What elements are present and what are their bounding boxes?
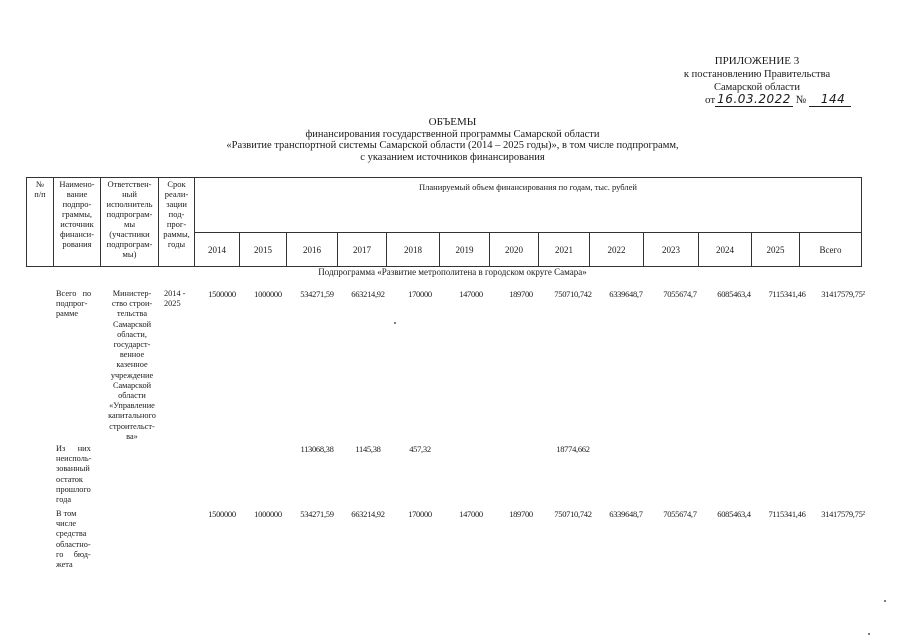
resolution-date-line (705, 92, 851, 106)
header-year-2025: 2025 (752, 233, 800, 267)
row-unused-name (56, 444, 100, 505)
header-name-l4: граммы, (61, 209, 93, 219)
row-regional-2025: 7115341,46 (768, 509, 806, 519)
row-total-executor-l13: капитального (108, 411, 156, 421)
header-year-2020: 2020 (490, 233, 539, 267)
row-regional-2021: 750710,742 (554, 509, 592, 519)
row-total-executor-l7: венное (119, 350, 145, 360)
attachment-line-1: к постановлению Правительства (683, 69, 831, 80)
row-unused-name-l1: Из них (56, 444, 91, 453)
header-term-l2: реали- (164, 189, 189, 199)
row-total-2017: 663214,92 (351, 289, 385, 299)
row-total-2024: 6085463,4 (717, 289, 751, 299)
row-regional-2016: 534271,59 (300, 509, 334, 519)
scan-speck (868, 633, 870, 635)
header-year-2021: 2021 (539, 233, 590, 267)
row-total-executor-l1: Министер- (112, 289, 152, 298)
header-name-l5: источник (60, 219, 94, 229)
row-regional-2015: 1000000 (254, 509, 282, 519)
row-total-name-l2: подпрог- (56, 299, 88, 309)
attachment-title: ПРИЛОЖЕНИЕ 3 (714, 55, 800, 67)
row-total-executor-l6: государст- (113, 340, 151, 350)
header-executor-l1: Ответствен- (107, 179, 152, 189)
row-unused-name-l6: года (56, 495, 72, 505)
row-total-executor-l8: казенное (116, 360, 148, 370)
header-executor-l8: мы) (122, 249, 137, 259)
row-unused-name-l4: остаток (56, 474, 83, 484)
header-term-l5: прог- (166, 219, 187, 229)
row-regional-2018: 170000 (408, 509, 432, 519)
header-name-l6: финанси- (59, 229, 95, 239)
header-term-l1: Срок (167, 179, 186, 189)
header-year-2023: 2023 (644, 233, 699, 267)
row-total-executor-l2: ство строи- (111, 299, 153, 309)
header-executor-l7: подпрограм- (106, 239, 153, 249)
scan-speck (394, 322, 396, 324)
header-term-l7: годы (167, 239, 186, 249)
row-total-2014: 1500000 (208, 289, 236, 299)
header-executor-l6: (участники (109, 229, 150, 239)
header-num (27, 178, 54, 267)
number-prefix: № (795, 94, 807, 106)
row-total-2021: 750710,742 (554, 289, 592, 299)
subprogram-title: Подпрограмма «Развитие метрополитена в городском округе Самара» (318, 267, 587, 277)
row-total-executor-l4: Самарской (112, 319, 152, 329)
row-total-term (164, 289, 198, 309)
header-term-l4: под- (168, 209, 185, 219)
header-name-l7: рования (62, 239, 92, 249)
row-regional-2019: 147000 (459, 509, 483, 519)
row-regional-name-l4: областно- (56, 539, 91, 549)
financing-table-header (26, 177, 862, 267)
row-unused-2018: 457,32 (409, 444, 431, 454)
row-total-2018: 170000 (408, 289, 432, 299)
header-executor (101, 178, 159, 267)
header-executor-l3: исполнитель (106, 199, 153, 209)
header-name-l1: Наимено- (59, 179, 95, 189)
row-total-executor-l11: области (118, 391, 146, 401)
attachment-block (657, 55, 857, 94)
row-total-executor-l14: строительст- (109, 421, 155, 431)
row-unused-2016: 113068,38 (300, 444, 334, 454)
row-total-2016: 534271,59 (300, 289, 334, 299)
header-year-2019: 2019 (440, 233, 490, 267)
header-planned-volume: Планируемый объем финансирования по годам, тыс. рублей (195, 178, 862, 233)
row-total-executor-l10: Самарской (112, 380, 152, 390)
row-total-sum: 31417579,75² (821, 289, 865, 299)
row-regional-name (56, 509, 100, 570)
row-regional-2022: 6339648,7 (609, 509, 643, 519)
row-total-2023: 7055674,7 (663, 289, 697, 299)
header-executor-l5: мы (123, 219, 136, 229)
row-total-2022: 6339648,7 (609, 289, 643, 299)
header-term (159, 178, 195, 267)
header-year-2014: 2014 (195, 233, 240, 267)
row-total-term-l2: 2025 (164, 299, 181, 309)
row-total-2025: 7115341,46 (768, 289, 806, 299)
header-year-2022: 2022 (590, 233, 644, 267)
row-total-name (56, 289, 100, 320)
date-prefix: от (705, 94, 716, 106)
row-total-executor (103, 289, 161, 442)
row-total-2019: 147000 (459, 289, 483, 299)
row-regional-name-l5: го бюд- (56, 549, 91, 559)
header-total: Всего (800, 233, 862, 267)
row-total-executor-l15: ва» (126, 431, 138, 441)
row-regional-2023: 7055674,7 (663, 509, 697, 519)
row-total-executor-l12: «Управление (109, 401, 155, 411)
row-total-executor-l9: учреждение (110, 370, 154, 380)
row-regional-sum: 31417579,75² (821, 509, 865, 519)
row-unused-name-l2: неисполь- (56, 454, 92, 464)
row-total-term-l1: 2014 - (164, 289, 186, 298)
header-executor-l2: ный (122, 189, 137, 199)
header-year-2018: 2018 (387, 233, 440, 267)
header-name-l2: вание (66, 189, 88, 199)
row-regional-name-l2: числе (56, 519, 77, 529)
row-regional-2024: 6085463,4 (717, 509, 751, 519)
title-line-3: «Развитие транспортной системы Самарской области (2014 – 2025 годы)», в том числе подпрограмм, (226, 140, 679, 151)
header-year-2017: 2017 (338, 233, 387, 267)
title-line-4: с указанием источников финансирования (360, 151, 545, 163)
row-unused-2017: 1145,38 (355, 444, 381, 454)
header-year-2015: 2015 (240, 233, 287, 267)
attachment-line-2: Самарской области (714, 82, 800, 93)
row-unused-name-l5: прошлого (56, 484, 91, 494)
row-regional-name-l1: В том (56, 509, 77, 518)
row-regional-name-l3: средства (56, 529, 87, 539)
header-year-2016: 2016 (287, 233, 338, 267)
row-unused-name-l3: зованный (56, 464, 90, 474)
row-regional-2014: 1500000 (208, 509, 236, 519)
row-total-name-l3: рамме (56, 309, 79, 319)
header-executor-l4: подпрограм- (106, 209, 153, 219)
row-total-2015: 1000000 (254, 289, 282, 299)
header-num-l2: п/п (34, 189, 46, 199)
row-total-2020: 189700 (509, 289, 533, 299)
resolution-number: 144 (809, 92, 851, 107)
row-regional-name-l6: жета (56, 560, 73, 570)
row-total-executor-l3: тельства (116, 309, 148, 319)
row-total-name-l1: Всего по (56, 289, 92, 298)
row-regional-2020: 189700 (509, 509, 533, 519)
resolution-date: 16.03.2022 (717, 92, 791, 106)
header-name-l3: подпро- (62, 199, 92, 209)
row-total-executor-l5: области, (117, 329, 147, 339)
row-unused-2021: 18774,662 (556, 444, 590, 454)
document-title (0, 117, 905, 163)
title-line-1: ОБЪЕМЫ (428, 116, 477, 128)
header-name (54, 178, 101, 267)
header-term-l3: зации (166, 199, 187, 209)
header-term-l6: раммы, (163, 229, 190, 239)
header-num-l1: № (35, 179, 45, 189)
row-regional-2017: 663214,92 (351, 509, 385, 519)
title-line-2: финансирования государственной программы Самарской области (305, 128, 600, 140)
scan-speck (884, 600, 886, 602)
header-year-2024: 2024 (699, 233, 752, 267)
